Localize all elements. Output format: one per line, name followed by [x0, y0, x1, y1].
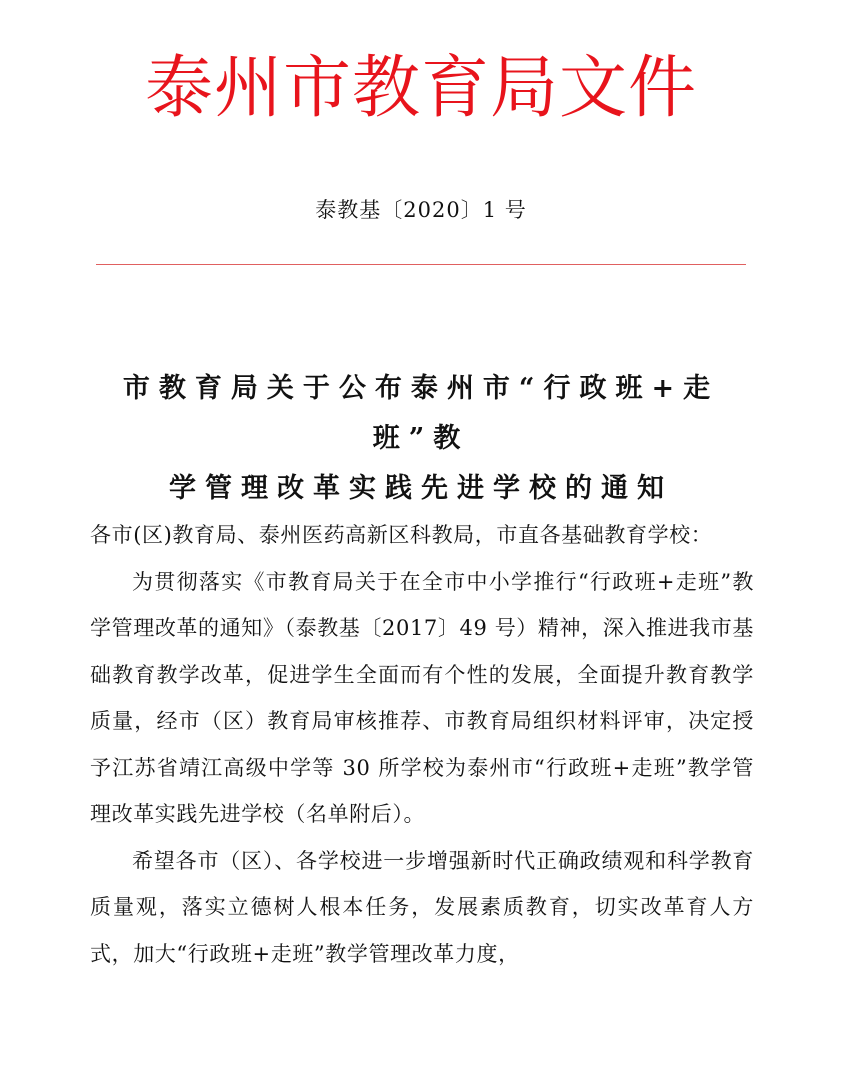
notice-title-line-1: 市教育局关于公布泰州市“行政班+走班”教: [122, 373, 720, 454]
issuer-title: 泰州市教育局文件: [144, 49, 697, 128]
notice-body: [90, 512, 754, 977]
notice-title-line-2: 学管理改革实践先进学校的通知: [169, 473, 673, 504]
salutation: 各市(区)教育局、泰州医药高新区科教局，市直各基础教育学校：: [90, 523, 713, 547]
body-paragraph-1: 为贯彻落实《市教育局关于在全市中小学推行“行政班+走班”教学管理改革的通知》（泰教基〔2017〕49 号）精神，深入推进我市基础教育教学改革，促进学生全面而有个性的发展，全面提升教育教学质量，经市（区）教育局审核推荐、市教育局组织材料评审，决定授予江苏省靖江高级中学等 30 所学校为泰州市“行政班+走班”教学管理改革实践先进学校（名单附后）。: [90, 569, 754, 826]
body-paragraph-2: 希望各市（区）、各学校进一步增强新时代正确政绩观和科学教育质量观，落实立德树人根本任务，发展素质教育，切实改革育人方式，加大“行政班+走班”教学管理改革力度，: [90, 848, 754, 966]
document-number: 泰教基〔2020〕1 号: [315, 198, 527, 222]
notice-title: [88, 364, 754, 514]
red-divider-line: [96, 264, 746, 265]
